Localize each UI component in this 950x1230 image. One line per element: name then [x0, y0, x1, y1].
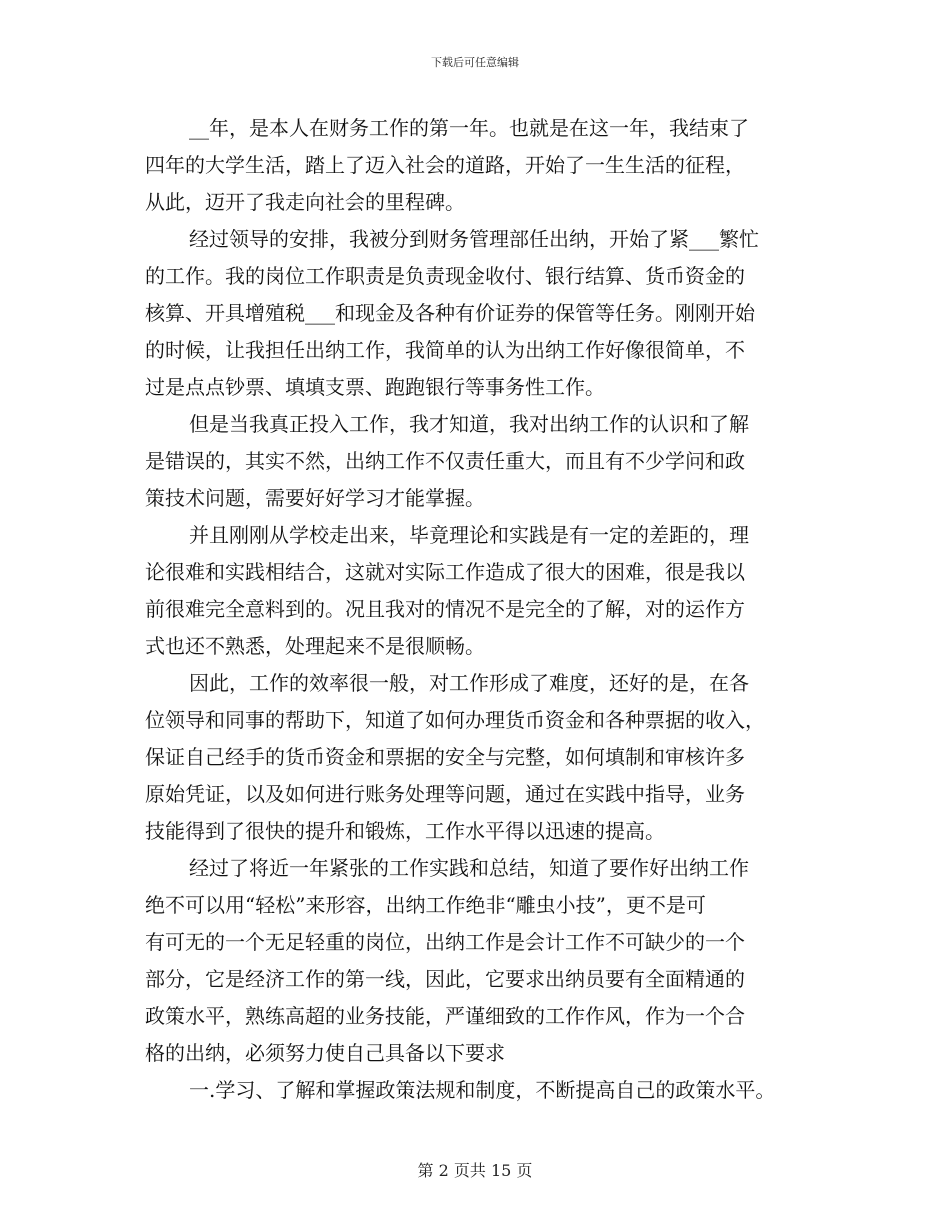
- text-line: 保证自己经手的货币资金和票据的安全与完整，如何填制和审核许多: [145, 745, 745, 769]
- text-line: __年，是本人在财务工作的第一年。也就是在这一年，我结束了: [189, 116, 749, 140]
- text-line: 的时候，让我担任出纳工作，我简单的认为出纳工作好像很简单，不: [145, 338, 745, 362]
- paragraph: [145, 221, 835, 406]
- text-line: 格的出纳，必须努力使自己具备以下要求: [145, 1041, 505, 1065]
- document-body: [145, 110, 835, 1109]
- text-line: 的工作。我的岗位工作职责是负责现金收付、银行结算、货币资金的: [145, 264, 745, 288]
- text-line: 核算、开具增殖税___和现金及各种有价证券的保管等任务。刚刚开始: [145, 301, 755, 325]
- text-line: 部分，它是经济工作的第一线，因此，它要求出纳员要有全面精通的: [145, 967, 745, 991]
- text-line: 并且刚刚从学校走出来，毕竟理论和实践是有一定的差距的，理: [189, 523, 749, 547]
- text-line: 绝不可以用“轻松”来形容，出纳工作绝非“雕虫小技”，更不是可: [145, 893, 706, 917]
- text-line: 式也还不熟悉，处理起来不是很顺畅。: [145, 634, 485, 658]
- text-line: 过是点点钞票、填填支票、跑跑银行等事务性工作。: [145, 375, 605, 399]
- text-line: 技能得到了很快的提升和锻炼，工作水平得以迅速的提高。: [145, 819, 665, 843]
- paragraph: [145, 665, 835, 850]
- text-line: 位领导和同事的帮助下，知道了如何办理货币资金和各种票据的收入，: [145, 708, 765, 732]
- text-line: 有可无的一个无足轻重的岗位，出纳工作是会计工作不可缺少的一个: [145, 930, 745, 954]
- text-line: 因此，工作的效率很一般，对工作形成了难度，还好的是，在各: [189, 671, 749, 695]
- paragraph: [145, 110, 835, 221]
- text-line: 但是当我真正投入工作，我才知道，我对出纳工作的认识和了解: [189, 412, 749, 436]
- page-header: 下载后可任意编辑: [431, 56, 519, 69]
- text-line: 四年的大学生活，踏上了迈入社会的道路，开始了一生生活的征程，: [145, 153, 745, 177]
- text-line: 经过了将近一年紧张的工作实践和总结，知道了要作好出纳工作: [189, 856, 749, 880]
- page-footer: 第 2 页共 15 页: [417, 1161, 533, 1180]
- text-line: 从此，迈开了我走向社会的里程碑。: [145, 190, 465, 214]
- paragraph: [145, 406, 835, 517]
- text-line: 是错误的，其实不然，出纳工作不仅责任重大，而且有不少学问和政: [145, 449, 745, 473]
- text-line: 论很难和实践相结合，这就对实际工作造成了很大的困难，很是我以: [145, 560, 745, 584]
- text-line: 前很难完全意料到的。况且我对的情况不是完全的了解，对的运作方: [145, 597, 745, 621]
- paragraph: [145, 1072, 835, 1109]
- text-line: 政策水平，熟练高超的业务技能，严谨细致的工作作风，作为一个合: [145, 1004, 745, 1028]
- text-line: 策技术问题，需要好好学习才能掌握。: [145, 486, 485, 510]
- text-line: 经过领导的安排，我被分到财务管理部任出纳，开始了紧___繁忙: [189, 227, 759, 251]
- text-line: 一.学习、了解和掌握政策法规和制度，不断提高自己的政策水平。: [189, 1078, 776, 1102]
- paragraph: [145, 517, 835, 665]
- text-line: 原始凭证，以及如何进行账务处理等问题，通过在实践中指导，业务: [145, 782, 745, 806]
- paragraph: [145, 850, 835, 1072]
